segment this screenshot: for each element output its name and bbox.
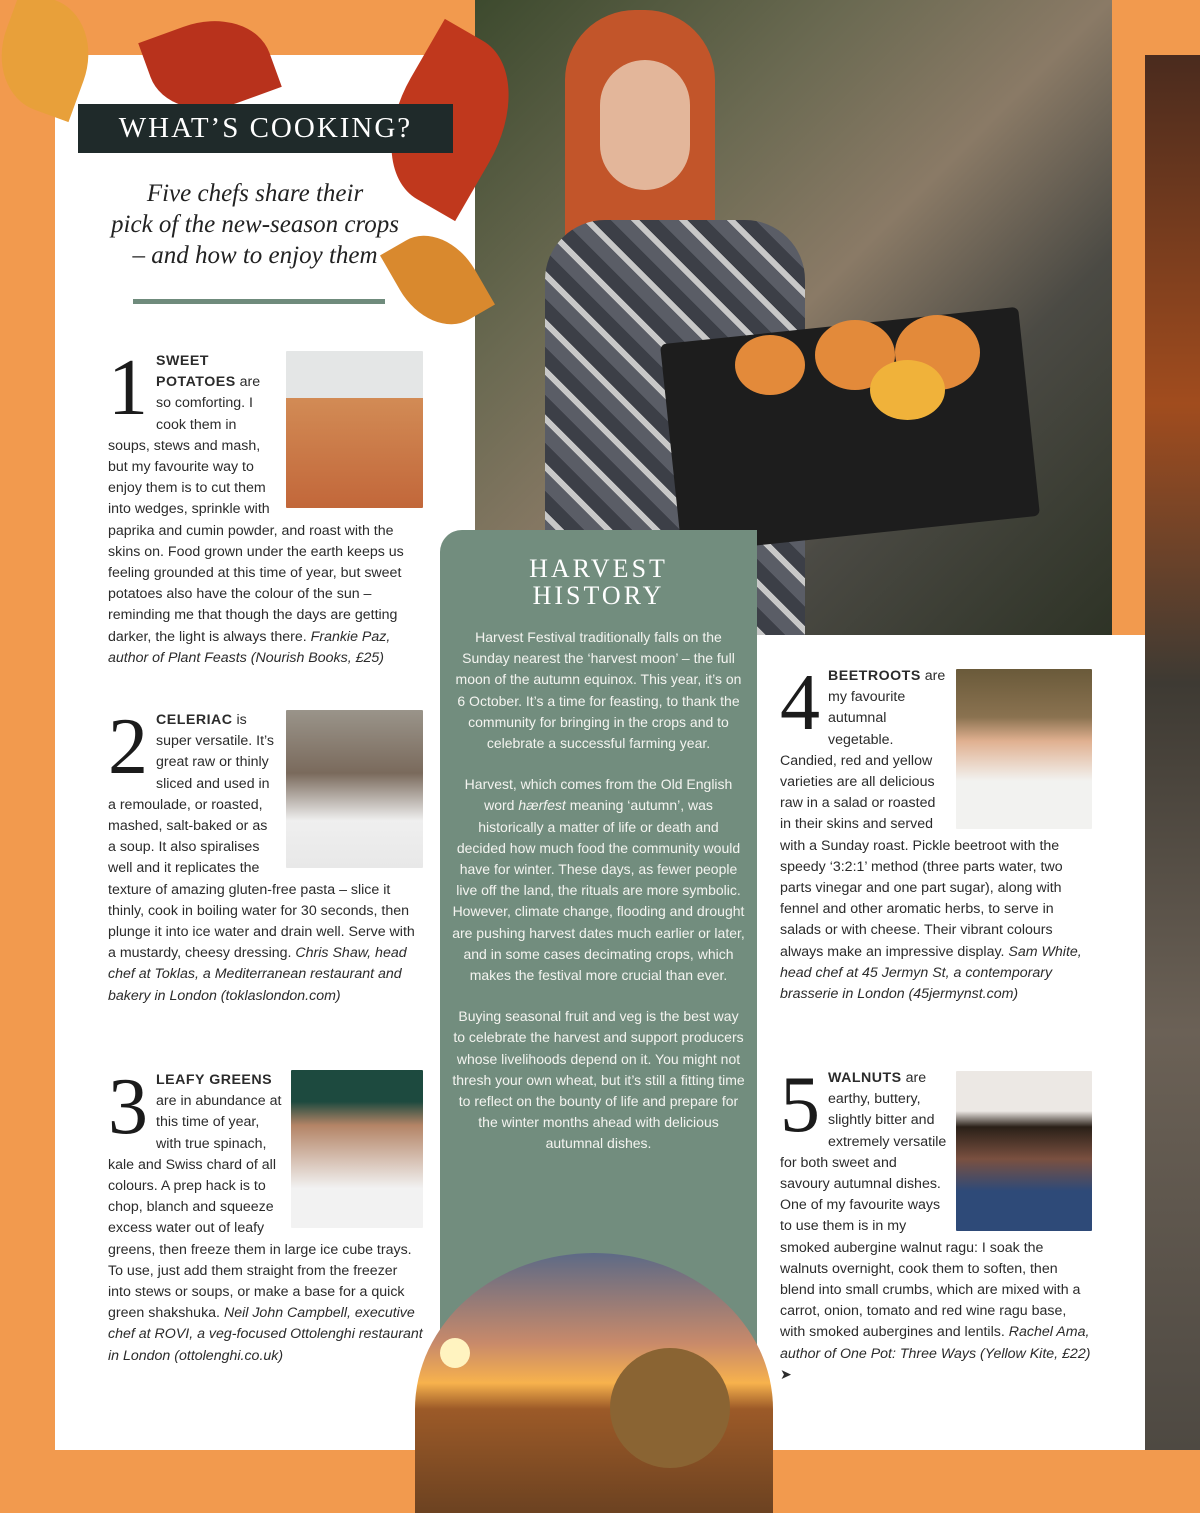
entry-number: 3 [108, 1063, 148, 1151]
chef-photo-rachel-ama [956, 1071, 1092, 1231]
text: Harvest, which comes from the Old English word [464, 776, 733, 814]
entry-body: are my favourite autumnal vegetable. Candied, red and yellow varieties are all delicious raw in a salad or roasted in their skins and served with a Sunday roast. Pickle beetroot with the speedy ‘3:2:1’ method (three parts water, two parts vinegar and one part sugar), along with fennel and other aromatic herbs, to serve in salads or with cheese. Their vibrant colours always make an impressive display. [780, 668, 1063, 960]
sidebar-title-line: HARVEST [529, 554, 668, 583]
entry-lead: CELERIAC [156, 712, 233, 728]
entry-lead: BEETROOTS [828, 668, 921, 684]
sidebar-title [440, 555, 757, 609]
page-title: WHAT’S COOKING? [78, 104, 453, 153]
entry-lead: WALNUTS [828, 1070, 902, 1086]
entry-credit: Frankie Paz, author of Plant Feasts (Nourish Books, £25) [108, 628, 391, 666]
page-subtitle [85, 178, 425, 271]
text: meaning ‘autumn’, was historically a matter of life or death and decided how much food the community would have for winter. These days, as fewer people live off the land, the rituals are more symbolic. However, climate change, flooding and drought are pushing harvest dates much earlier or later, and in some cases decimating crops, which makes the festival more crucial than ever. [452, 797, 745, 984]
entry-number: 1 [108, 344, 148, 432]
chef-photo-frankie-paz [286, 351, 423, 508]
subtitle-line: pick of the new-season crops [111, 211, 399, 238]
sidebar-paragraph: Harvest Festival traditionally falls on the Sunday nearest the ‘harvest moon’ – the full moon of the autumn equinox. This year, it’s on 6 October. It’s a time for feasting, to thank the community for bringing in the crops and to celebrate a successful farming year. [455, 629, 742, 752]
entry-body: are in abundance at this time of year, with true spinach, kale and Swiss chard of all colours. A prep hack is to chop, blanch and squeeze excess water out of leafy greens, then freeze them in large ice cube trays. To use, just add them straight from the freezer into stews or soups, or make a base for a quick green shakshuka. [108, 1093, 412, 1322]
chef-entry-1 [108, 344, 423, 669]
entry-credit: Sam White, head chef at 45 Jermyn St, a contemporary brasserie in London (45jermynst.com) [780, 943, 1082, 1003]
entry-number: 2 [108, 703, 148, 791]
entry-body: are earthy, buttery, slightly bitter and extremely versatile for both sweet and savoury autumnal dishes. One of my favourite ways to use them is in my smoked aubergine walnut ragu: I soak the walnuts overnight, cook them to soften, then blend into small crumbs, which are mixed with a carrot, onion, tomato and red wine ragu base, with smoked aubergines and lentils. [780, 1070, 1081, 1341]
sidebar-paragraph [452, 774, 745, 986]
chef-photo-sam-white [956, 669, 1092, 829]
chef-entry-2 [108, 703, 423, 1007]
chef-entry-5 [780, 1061, 1092, 1386]
chef-entry-3 [108, 1063, 423, 1367]
entry-lead: LEAFY GREENS [156, 1072, 273, 1088]
entry-number: 4 [780, 659, 820, 747]
entry-credit: Neil John Campbell, executive chef at ROVI, a veg-focused Ottolenghi restaurant in London (ottolenghi.co.uk) [108, 1305, 423, 1364]
autumn-leaves-image [1145, 55, 1200, 1450]
entry-body: is super versatile. It’s great raw or thinly sliced and used in a remoulade, or roasted, mashed, salt-baked or as a soup. It also spiralises well and it replicates the texture of amazing gluten-free pasta – slice it thinly, cook in boiling water for 30 seconds, then plunge it into ice water and drain well. Serve with a mustardy, cheesy dressing. [108, 712, 415, 962]
subtitle-line: – and how to enjoy them [132, 242, 378, 269]
sidebar-title-line: HISTORY [532, 581, 665, 610]
sidebar-paragraph: Buying seasonal fruit and veg is the best way to celebrate the harvest and support producers whose livelihoods depend on it. You might not thresh your own wheat, but it’s still a fitting time to reflect on the bounty of life and prepare for the winter months ahead with delicious autumnal dishes. [452, 1008, 745, 1152]
continue-arrow-icon: ➤ [780, 1366, 792, 1383]
chef-photo-neil-john-campbell [291, 1070, 423, 1228]
subtitle-line: Five chefs share their [146, 180, 364, 207]
divider [133, 299, 385, 304]
entry-number: 5 [780, 1061, 820, 1149]
entry-credit: Chris Shaw, head chef at Toklas, a Mediterranean restaurant and bakery in London (toklaslondon.com) [108, 945, 407, 1004]
text-italic: hærfest [518, 797, 566, 814]
entry-credit: Rachel Ama, author of One Pot: Three Ways (Yellow Kite, £22) [780, 1324, 1091, 1362]
chef-photo-chris-shaw [286, 710, 423, 868]
entry-lead: SWEET POTATOES [156, 353, 236, 391]
entry-body: are so comforting. I cook them in soups, stews and mash, but my favourite way to enjoy them is to cut them into wedges, sprinkle with paprika and cumin powder, and roast with the skins on. Food grown under the earth keeps us feeling grounded at this time of year, but sweet potatoes also have the colour of the sun – reminding me that though the days are getting darker, the light is always there. [108, 374, 404, 645]
chef-entry-4 [780, 659, 1092, 1005]
